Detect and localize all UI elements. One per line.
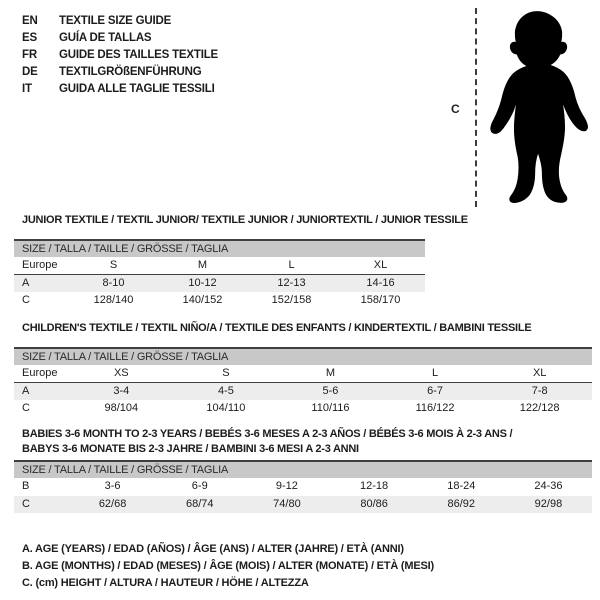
lang-title: GUÍA DE TALLAS [59, 32, 152, 44]
size-value-cell: 80/86 [360, 497, 388, 510]
size-value-cell: M [197, 259, 208, 271]
size-header-band: SIZE / TALLA / TAILLE / GRÖSSE / TAGLIA [14, 239, 425, 257]
baby-silhouette-icon [486, 4, 592, 208]
babies-size-table [14, 460, 592, 513]
size-value-cell: 62/68 [98, 497, 127, 510]
size-value-cell: L [288, 259, 295, 271]
size-header-band: SIZE / TALLA / TAILLE / GRÖSSE / TAGLIA [14, 460, 592, 478]
language-legend [22, 13, 218, 98]
size-value-cell: 140/152 [182, 294, 223, 306]
footnotes [22, 541, 434, 592]
lang-row-es [22, 30, 218, 47]
lang-code: IT [22, 83, 32, 95]
babies-table-title-line1: BABIES 3-6 MONTH TO 2-3 YEARS / BEBÉS 3-6 MESES A 2-3 AÑOS / BÉBÉS 3-6 MOIS À 2-3 ANS / [22, 428, 513, 440]
size-value-cell: XL [532, 367, 547, 379]
size-value-cell: 6-7 [427, 384, 444, 397]
size-value-cell: S [109, 259, 118, 271]
table-row-c [14, 496, 592, 514]
size-value-cell: M [325, 367, 336, 379]
lang-code: EN [22, 15, 38, 27]
table-row-c [14, 400, 592, 418]
table-row-europe [14, 257, 425, 275]
table-row-a [14, 275, 425, 293]
junior-table-title: JUNIOR TEXTILE / TEXTIL JUNIOR/ TEXTILE JUNIOR / JUNIORTEXTIL / JUNIOR TESSILE [22, 214, 468, 226]
size-value-cell: 7-8 [531, 384, 548, 397]
table-row-c [14, 292, 425, 310]
size-value-cell: 4-5 [217, 384, 234, 397]
row-label: B [22, 480, 30, 492]
size-value-cell: 86/92 [447, 497, 476, 510]
row-label: Europe [22, 367, 58, 379]
lang-title: TEXTILGRÖßENFÜHRUNG [59, 66, 202, 78]
footnote-a: A. AGE (YEARS) / EDAD (AÑOS) / ÂGE (ANS) / ALTER (JAHRE) / ETÀ (ANNI) [22, 543, 404, 555]
table-row-b [14, 478, 592, 496]
size-header-band: SIZE / TALLA / TAILLE / GRÖSSE / TAGLIA [14, 347, 592, 365]
lang-row-fr [22, 47, 218, 64]
lang-row-en [22, 13, 218, 30]
lang-title: TEXTILE SIZE GUIDE [59, 15, 172, 27]
table-row-europe [14, 365, 592, 383]
lang-code: FR [22, 49, 37, 61]
size-value-cell: 158/170 [360, 294, 401, 306]
row-label: Europe [22, 259, 58, 271]
lang-title: GUIDA ALLE TAGLIE TESSILI [59, 83, 215, 95]
row-label: A [22, 384, 30, 397]
size-value-cell: 12-13 [277, 276, 306, 289]
size-value-cell: 14-16 [366, 276, 395, 289]
row-label: C [22, 497, 30, 510]
children-table-title: CHILDREN'S TEXTILE / TEXTIL NIÑO/A / TEXTILE DES ENFANTS / KINDERTEXTIL / BAMBINI TESSILE [22, 322, 532, 334]
row-label: A [22, 276, 30, 289]
row-label: C [22, 294, 30, 306]
size-value-cell: 92/98 [534, 497, 563, 510]
size-value-cell: 152/158 [271, 294, 312, 306]
height-measure-line [475, 8, 477, 207]
size-value-cell: 3-4 [113, 384, 130, 397]
size-value-cell: L [432, 367, 439, 379]
size-value-cell: S [222, 367, 230, 379]
size-value-cell: 9-12 [275, 480, 298, 492]
size-value-cell: 98/104 [104, 402, 139, 414]
size-value-cell: 68/74 [185, 497, 214, 510]
size-value-cell: 104/110 [206, 402, 246, 414]
size-value-cell: 116/122 [415, 402, 455, 414]
lang-code: ES [22, 32, 37, 44]
size-value-cell: 3-6 [104, 480, 121, 492]
lang-row-it [22, 81, 218, 98]
size-value-cell: 18-24 [447, 480, 476, 492]
size-value-cell: 12-18 [360, 480, 389, 492]
footnote-b: B. AGE (MONTHS) / EDAD (MESES) / ÂGE (MOIS) / ALTER (MONATE) / ETÀ (MESI) [22, 560, 434, 572]
size-value-cell: 74/80 [273, 497, 301, 510]
children-size-table [14, 347, 592, 418]
lang-code: DE [22, 66, 38, 78]
junior-size-table [14, 239, 425, 310]
size-value-cell: XS [113, 367, 129, 379]
size-value-cell: 122/128 [519, 402, 560, 414]
size-value-cell: 10-12 [188, 276, 217, 289]
lang-row-de [22, 64, 218, 81]
height-measure-label: C [451, 102, 460, 116]
size-value-cell: 110/116 [311, 402, 350, 414]
table-row-a [14, 383, 592, 401]
size-value-cell: 8-10 [102, 276, 125, 289]
babies-table-title-line2: BABYS 3-6 MONATE BIS 2-3 JAHRE / BAMBINI 3-6 MESI A 2-3 ANNI [22, 443, 359, 455]
row-label: C [22, 402, 30, 414]
size-value-cell: 6-9 [191, 480, 208, 492]
size-value-cell: 5-6 [322, 384, 339, 397]
size-value-cell: XL [373, 259, 388, 271]
size-value-cell: 24-36 [534, 480, 563, 492]
footnote-c: C. (cm) HEIGHT / ALTURA / HAUTEUR / HÖHE / ALTEZZA [22, 577, 309, 589]
lang-title: GUIDE DES TAILLES TEXTILE [59, 49, 218, 61]
size-value-cell: 128/140 [93, 294, 134, 306]
